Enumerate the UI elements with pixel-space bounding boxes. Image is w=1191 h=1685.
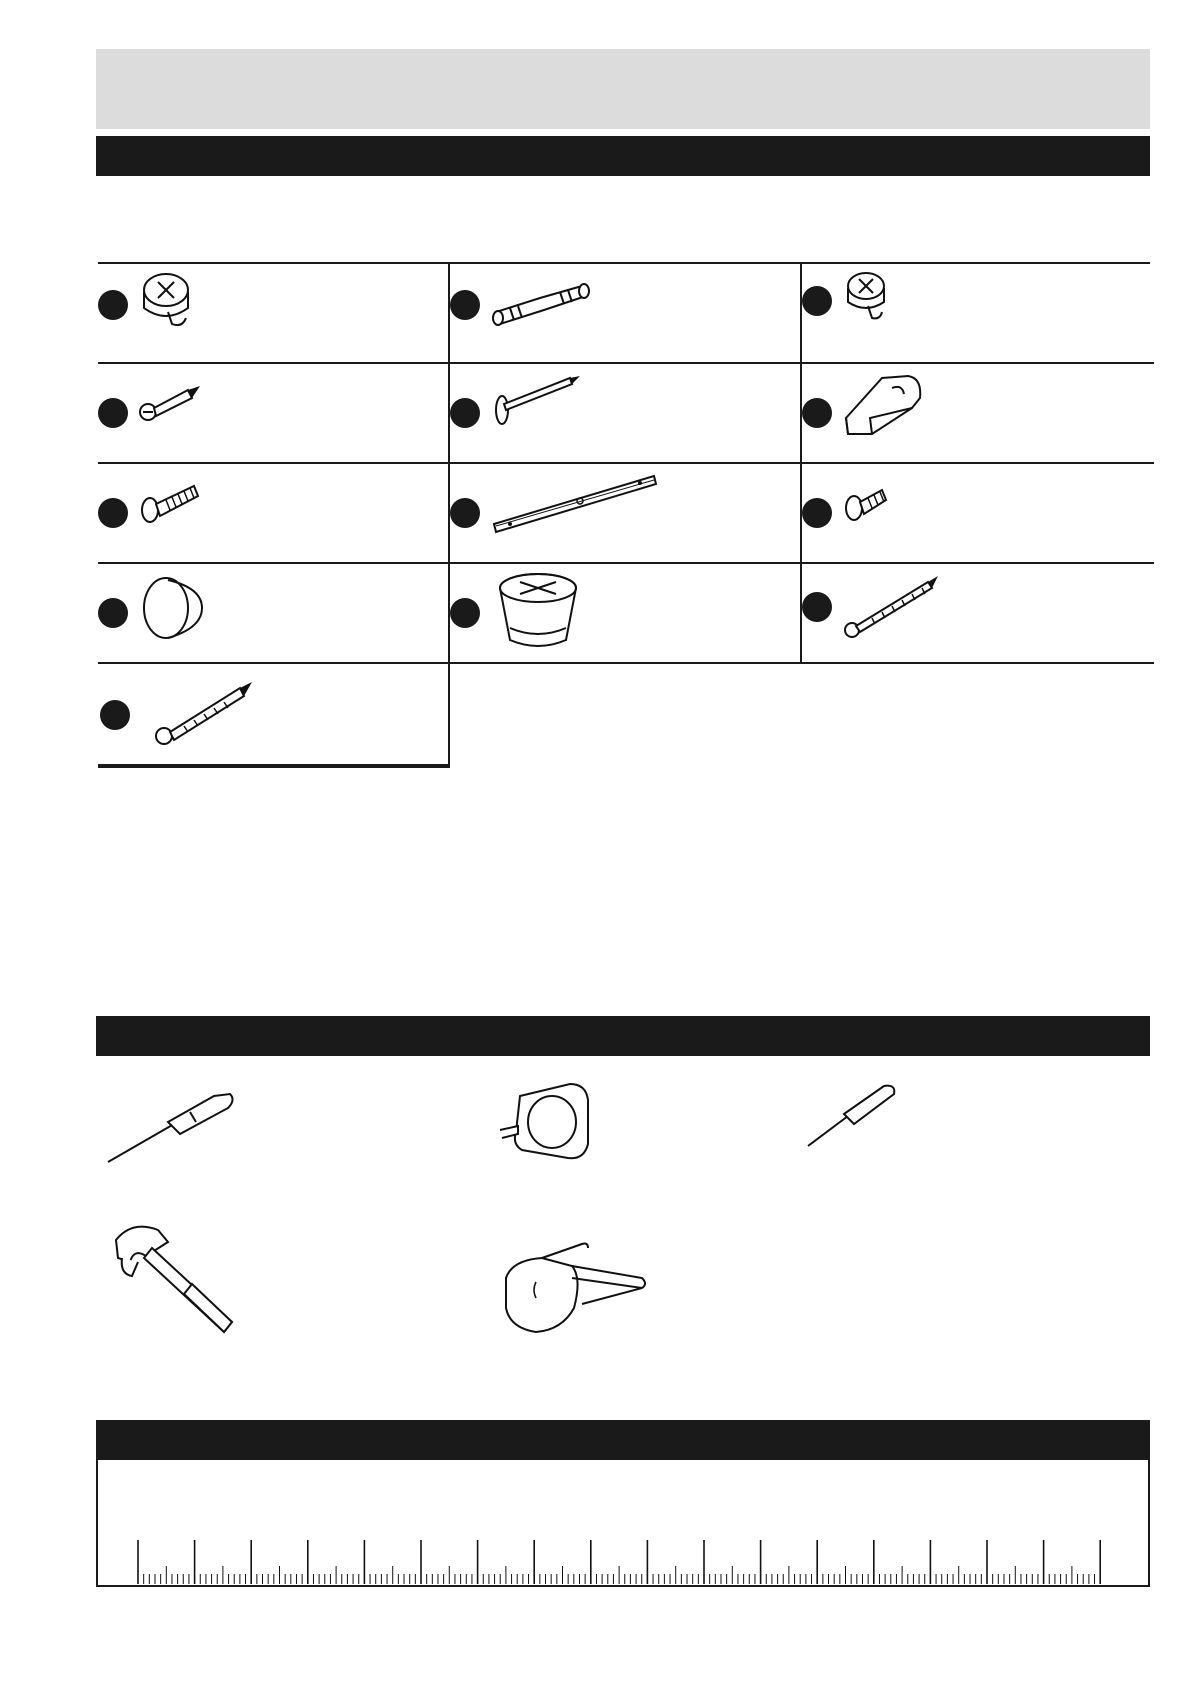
hardware-cell-cam-lock-small [802,264,1154,364]
hardware-cell-drawer-runner [450,464,802,564]
screwdriver-icon [804,1080,904,1150]
item-number-badge [450,498,480,528]
bolt-icon [138,468,218,528]
item-number-badge [98,598,128,628]
dowel-icon [490,268,600,328]
bolt-icon [842,468,902,528]
hardware-cell-shelf-support [802,364,1154,464]
screw-icon [154,674,264,754]
item-number-badge [802,398,832,428]
ruler-ticks [98,1460,1148,1585]
cam-lock-icon [842,268,902,338]
page-header-band [96,49,1150,129]
hardware-cell-cam-bolt [98,464,450,564]
hammer-icon [112,1218,252,1338]
hardware-cell-dowel [450,264,802,364]
item-number-badge [98,290,128,320]
hardware-cell-cam-lock-large [98,264,450,364]
item-number-badge [98,498,128,528]
item-number-badge [98,398,128,428]
screwdriver-icon [104,1086,244,1166]
screw-icon [138,368,208,428]
cam-lock-icon [138,268,208,348]
hardware-cell-nail [450,364,802,464]
measuring-ruler [96,1460,1150,1587]
hardware-cell-short-screw [98,364,450,464]
item-number-badge [450,290,480,320]
hardware-cell-long-screw-2 [98,664,450,768]
tape-measure-icon [498,1082,598,1162]
tools-section-bar [96,1016,1150,1056]
hardware-cell-long-screw [802,564,1154,664]
item-number-badge [802,498,832,528]
hardware-cell-short-bolt [802,464,1154,564]
safety-glasses-icon [502,1238,652,1348]
runner-icon [490,468,670,538]
item-number-badge [802,286,832,316]
hardware-cell-knob [98,564,450,664]
item-number-badge [802,592,832,622]
nail-icon [490,368,590,428]
hardware-cell-foot [450,564,802,664]
shelf-support-icon [842,368,942,438]
knob-icon [138,568,218,648]
item-number-badge [450,398,480,428]
item-number-badge [450,598,480,628]
screw-icon [842,568,952,648]
item-number-badge [100,700,130,730]
ruler-section-bar [96,1420,1150,1460]
foot-icon [490,568,590,658]
hardware-section-bar [96,136,1150,176]
